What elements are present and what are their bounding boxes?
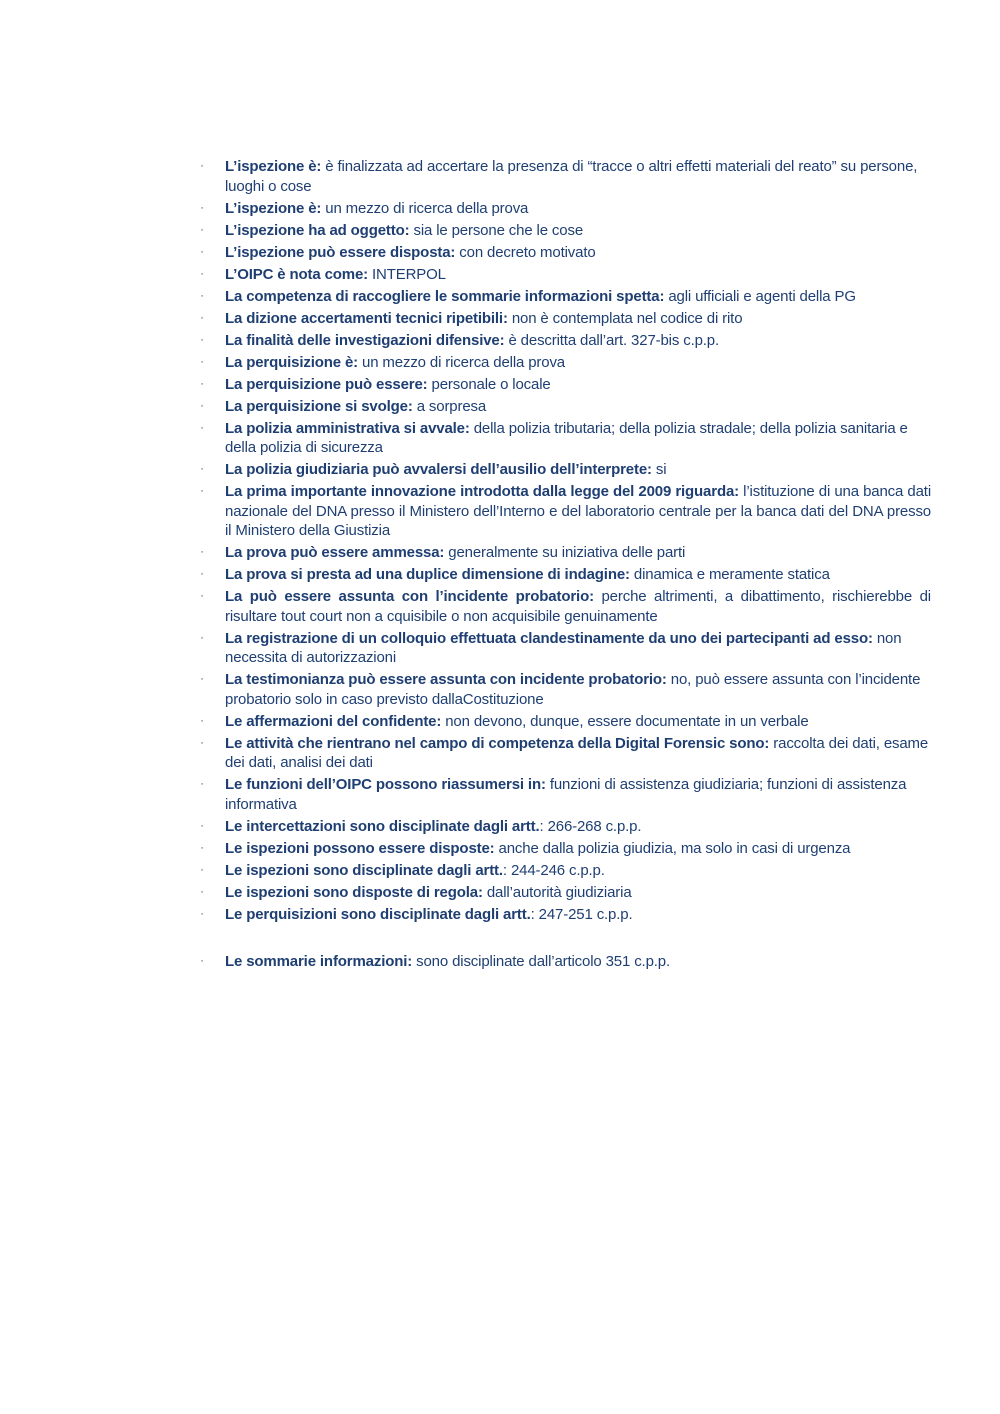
bullet-icon: · — [200, 311, 204, 324]
list-item — [196, 587, 931, 626]
list-item — [196, 331, 931, 351]
answer-text: con decreto motivato — [455, 243, 596, 261]
list-item — [196, 861, 931, 881]
bullet-icon: · — [200, 223, 204, 236]
question-text: L’ispezione è: — [225, 158, 322, 175]
question-text: La prima importante innovazione introdotta dalla legge del 2009 riguarda: — [225, 483, 739, 500]
list-item — [196, 670, 931, 709]
answer-text: generalmente su iniziativa delle parti — [444, 544, 686, 561]
question-text: Le ispezioni sono disposte di regola: — [225, 883, 483, 901]
bullet-icon: · — [200, 289, 204, 302]
answer-text: non necessita di autorizzazioni — [225, 629, 902, 666]
bullet-icon: · — [200, 631, 204, 644]
question-text: Le ispezioni possono essere disposte: — [225, 839, 495, 857]
list-item — [196, 243, 931, 263]
bullet-icon: · — [200, 421, 204, 434]
list-item — [196, 629, 931, 668]
list-item — [196, 565, 931, 585]
list-item — [196, 309, 931, 329]
bullet-icon: · — [200, 201, 204, 214]
question-text: Le sommarie informazioni: — [225, 953, 413, 970]
answer-text: personale o locale — [427, 375, 551, 393]
answer-text: anche dalla polizia giudizia, ma solo in casi di urgenza — [494, 839, 851, 857]
answer-text: agli ufficiali e agenti della PG — [664, 287, 856, 305]
answer-text: : 266-268 c.p.p. — [539, 817, 642, 835]
list-item — [196, 482, 931, 541]
question-text: La perquisizione si svolge: — [225, 397, 413, 415]
answer-text: si — [651, 461, 667, 478]
list-item — [196, 287, 931, 307]
list-item — [196, 221, 931, 241]
list-item — [196, 712, 931, 732]
answer-text: a sorpresa — [412, 397, 487, 415]
answer-text: sia le persone che le cose — [409, 221, 584, 239]
bullet-icon: · — [200, 399, 204, 412]
list-item — [196, 734, 931, 773]
answer-text: non è contemplata nel codice di rito — [507, 309, 743, 327]
bullet-icon: · — [200, 714, 204, 727]
bullet-icon: · — [200, 333, 204, 346]
question-text: L’ispezione può essere disposta: — [225, 243, 456, 261]
list-item — [196, 460, 931, 480]
question-text: L’ispezione ha ad oggetto: — [225, 221, 410, 239]
question-text: La competenza di raccogliere le sommarie informazioni spetta: — [225, 287, 665, 305]
bullet-icon: · — [200, 819, 204, 832]
question-text: Le funzioni dell’OIPC possono riassumersi in: — [225, 776, 546, 793]
bullet-icon: · — [200, 841, 204, 854]
answer-text: : 247-251 c.p.p. — [530, 905, 633, 923]
question-text: Le affermazioni del confidente: — [225, 712, 442, 730]
question-text: L’OIPC è nota come: — [225, 265, 369, 283]
answer-text: perche altrimenti, a dibattimento, rischierebbe di risultare tout court non a cquisibile o non acquisibile genuinamente — [225, 588, 931, 625]
answer-text: della polizia tributaria; della polizia stradale; della polizia sanitaria e della polizia di sicurezza — [225, 419, 908, 456]
bullet-icon: · — [200, 907, 204, 920]
list-item — [196, 905, 931, 925]
answer-text: un mezzo di ricerca della prova — [358, 353, 565, 371]
question-text: La polizia giudiziaria può avvalersi dell’ausilio dell’interprete: — [225, 461, 652, 478]
question-text: La prova si presta ad una duplice dimensione di indagine: — [225, 566, 630, 583]
list-item — [196, 883, 931, 903]
answer-text: un mezzo di ricerca della prova — [321, 199, 529, 217]
list-item — [196, 353, 931, 373]
bullet-icon: · — [200, 160, 204, 172]
question-text: L’ispezione è: — [225, 199, 322, 217]
answer-text: raccolta dei dati, esame dei dati, analisi dei dati — [225, 734, 929, 771]
answer-text: dall’autorità giudiziaria — [482, 883, 632, 901]
question-text: La può essere assunta con l’incidente probatorio: — [225, 588, 594, 605]
list-item — [196, 265, 931, 285]
bullet-icon: · — [200, 245, 204, 258]
list-item — [196, 543, 931, 563]
question-text: Le perquisizioni sono disciplinate dagli artt. — [225, 905, 531, 923]
bullet-icon: · — [200, 485, 204, 497]
answer-text: sono disciplinate dall’articolo 351 c.p.p. — [412, 953, 670, 970]
list-item — [196, 157, 931, 196]
bullet-icon: · — [200, 673, 204, 685]
bullet-icon: · — [200, 736, 204, 749]
list-item — [196, 817, 931, 837]
list-item — [196, 775, 931, 814]
bullet-icon: · — [200, 568, 204, 580]
answer-text: dinamica e meramente statica — [629, 566, 830, 583]
answer-text: è finalizzata ad accertare la presenza di “tracce o altri effetti materiali del reato” su persone, luoghi o cose — [225, 158, 918, 195]
question-text: Le attività che rientrano nel campo di competenza della Digital Forensic sono: — [225, 734, 770, 752]
bullet-icon: · — [200, 355, 204, 368]
bullet-icon: · — [200, 863, 204, 876]
question-text: La perquisizione può essere: — [225, 375, 428, 393]
list-item — [196, 952, 931, 972]
answer-text: non devono, dunque, essere documentate in un verbale — [441, 712, 809, 730]
qa-list — [196, 157, 931, 974]
question-text: La polizia amministrativa si avvale: — [225, 419, 470, 437]
list-item — [196, 419, 931, 458]
list-item — [196, 375, 931, 395]
question-text: La testimonianza può essere assunta con incidente probatorio: — [225, 671, 667, 688]
question-text: La prova può essere ammessa: — [225, 544, 445, 561]
answer-text: l’istituzione di una banca dati nazionale del DNA presso il Ministero dell’Interno e del laboratorio centrale per la banca dati del DNA presso il Ministero della Giustizia — [225, 483, 931, 539]
list-item — [196, 839, 931, 859]
bullet-icon: · — [200, 546, 204, 558]
bullet-icon: · — [200, 590, 204, 602]
bullet-icon: · — [200, 377, 204, 390]
answer-text: no, può essere assunta con l’incidente probatorio solo in caso previsto dallaCostituzione — [225, 671, 921, 708]
question-text: La registrazione di un colloquio effettuata clandestinamente da uno dei partecipanti ad esso: — [225, 629, 873, 647]
answer-text: INTERPOL — [368, 265, 446, 283]
answer-text: è descritta dall’art. 327-bis c.p.p. — [504, 331, 720, 349]
bullet-icon: · — [200, 463, 204, 475]
question-text: La dizione accertamenti tecnici ripetibili: — [225, 309, 508, 327]
bullet-icon: · — [200, 778, 204, 790]
question-text: Le intercettazioni sono disciplinate dagli artt. — [225, 817, 540, 835]
bullet-icon: · — [200, 955, 204, 967]
list-item — [196, 397, 931, 417]
answer-text: funzioni di assistenza giudiziaria; funzioni di assistenza informativa — [225, 776, 907, 813]
question-text: La finalità delle investigazioni difensive: — [225, 331, 505, 349]
answer-text: : 244-246 c.p.p. — [502, 861, 605, 879]
bullet-icon: · — [200, 267, 204, 280]
bullet-icon: · — [200, 885, 204, 898]
question-text: La perquisizione è: — [225, 353, 359, 371]
list-item — [196, 199, 931, 219]
question-text: Le ispezioni sono disciplinate dagli artt. — [225, 861, 503, 879]
